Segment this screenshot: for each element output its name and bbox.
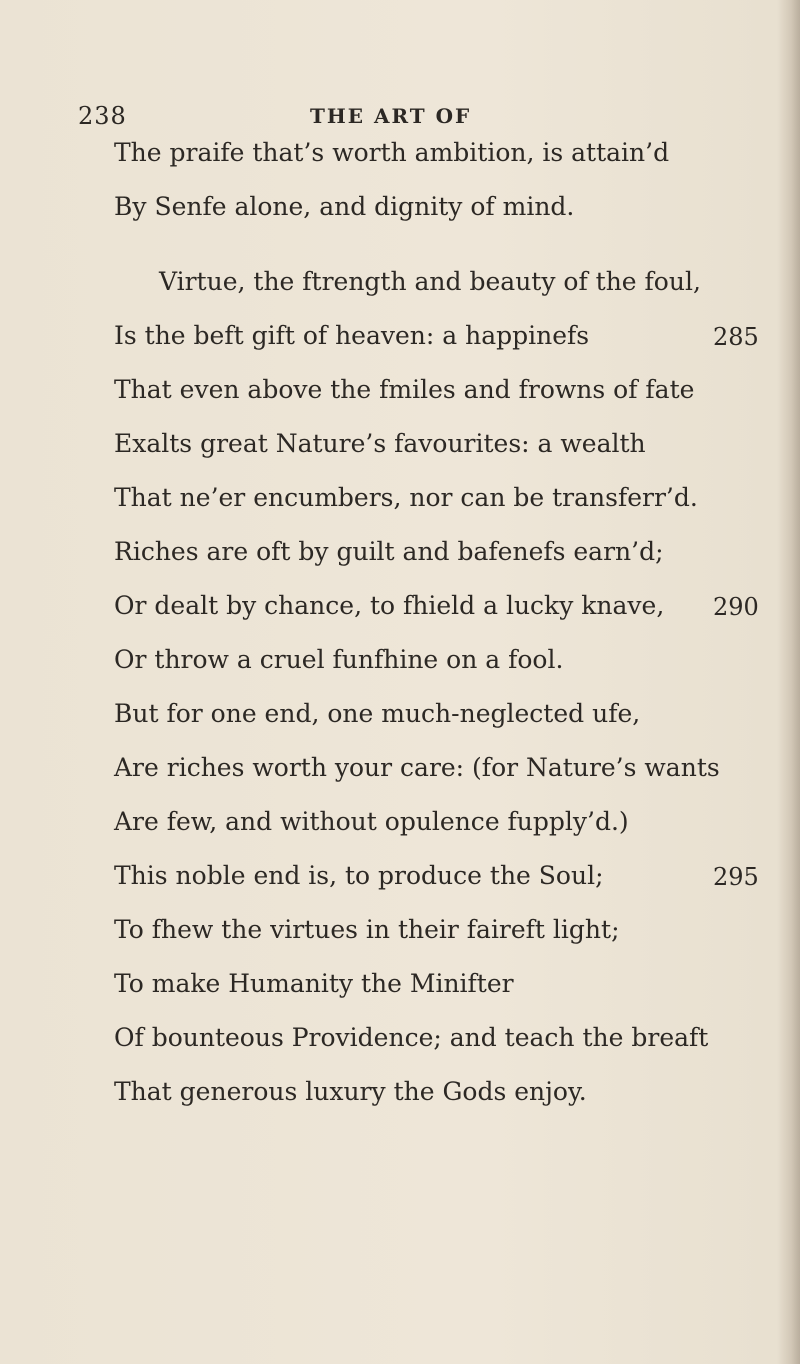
poem-line: Exalts great Nature’s favourites: a wealth bbox=[114, 429, 646, 458]
line-number: 295 bbox=[713, 863, 759, 891]
poem-line: Is the beft gift of heaven: a happinefs bbox=[114, 321, 590, 350]
poem-line: Are few, and without opulence fupply’d.) bbox=[114, 807, 629, 836]
poem-line: That ne’er encumbers, nor can be transferr’d. bbox=[114, 483, 698, 512]
poem-line: That generous luxury the Gods enjoy. bbox=[114, 1077, 587, 1106]
poem-line: Are riches worth your care: (for Nature’s wants bbox=[114, 753, 720, 782]
page-edge-shadow bbox=[778, 0, 800, 1364]
poem-line: This noble end is, to produce the Soul; bbox=[114, 861, 604, 890]
poem-line: Riches are oft by guilt and bafenefs earn’d; bbox=[114, 537, 664, 566]
poem-line: Or dealt by chance, to fhield a lucky knave, bbox=[114, 591, 665, 620]
poem-line: The praife that’s worth ambition, is attain’d bbox=[114, 138, 670, 167]
poem-line: But for one end, one much-neglected ufe, bbox=[114, 699, 641, 728]
page-header bbox=[0, 102, 800, 132]
running-head: THE ART OF bbox=[310, 104, 472, 128]
poem-line: Virtue, the ftrength and beauty of the foul, bbox=[159, 267, 701, 296]
line-number: 285 bbox=[713, 323, 759, 351]
poem-line: By Senfe alone, and dignity of mind. bbox=[114, 192, 575, 221]
page-number: 238 bbox=[78, 102, 127, 130]
poem-line: To fhew the virtues in their faireft light; bbox=[114, 915, 620, 944]
poem-line: Or throw a cruel funfhine on a fool. bbox=[114, 645, 564, 674]
line-number: 290 bbox=[713, 593, 759, 621]
poem-line: To make Humanity the Minifter bbox=[114, 969, 514, 998]
poem-line: That even above the fmiles and frowns of fate bbox=[114, 375, 695, 404]
poem-line: Of bounteous Providence; and teach the breaft bbox=[114, 1023, 709, 1052]
